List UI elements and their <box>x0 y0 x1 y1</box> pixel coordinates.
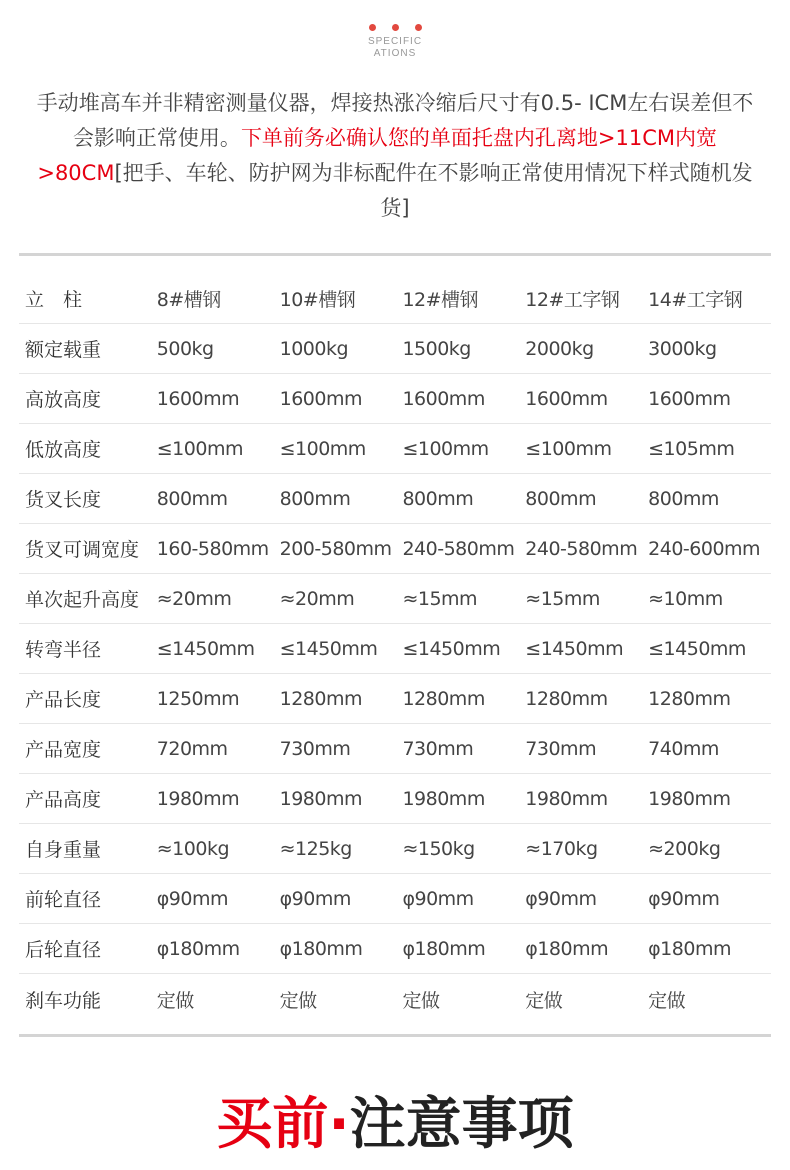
spec-row <box>19 774 771 824</box>
spec-value: 720mm <box>156 737 228 760</box>
spec-value: φ180mm <box>525 937 609 960</box>
spec-value: ≤100mm <box>156 437 243 460</box>
spec-row <box>19 624 771 674</box>
spec-value: 3000kg <box>648 337 717 360</box>
spec-row <box>19 574 771 624</box>
spec-label: 低放高度 <box>25 439 102 461</box>
section-title-dot: · <box>328 1092 350 1157</box>
spec-label: 立 柱 <box>25 289 83 311</box>
spec-value: 1600mm <box>279 387 362 410</box>
section-title-dark: 注意事项 <box>349 1092 574 1157</box>
spec-value: 1600mm <box>525 387 608 410</box>
spec-row <box>19 274 771 324</box>
spec-value: 800mm <box>402 487 474 510</box>
spec-value: ≤100mm <box>402 437 489 460</box>
spec-value: 1280mm <box>648 687 731 710</box>
spec-value: 1600mm <box>156 387 240 410</box>
spec-label: 高放高度 <box>25 389 102 411</box>
spec-label: 自身重量 <box>25 839 102 861</box>
spec-value: 1980mm <box>525 787 608 810</box>
spec-value: 12#槽钢 <box>402 289 479 311</box>
specifications-heading <box>0 36 790 60</box>
spec-value: 1980mm <box>402 787 485 810</box>
spec-value: 740mm <box>648 737 719 760</box>
spec-value: 1280mm <box>279 687 362 710</box>
spec-label: 货叉可调宽度 <box>25 539 140 561</box>
spec-value: 240-600mm <box>648 537 761 560</box>
table-bottom-rule <box>19 1034 771 1037</box>
spec-value: 240-580mm <box>402 537 515 560</box>
spec-value: 1280mm <box>402 687 485 710</box>
spec-value: 定做 <box>648 989 686 1012</box>
spec-value: 1000kg <box>279 337 349 360</box>
spec-value: 8#槽钢 <box>156 289 221 311</box>
spec-value: 1980mm <box>648 787 731 810</box>
spec-value: φ90mm <box>279 887 351 910</box>
spec-label: 转弯半径 <box>25 639 102 661</box>
spec-table <box>19 274 771 1024</box>
spec-value: φ90mm <box>525 887 597 910</box>
spec-row <box>19 524 771 574</box>
spec-row <box>19 474 771 524</box>
spec-value: ≈15mm <box>402 587 478 610</box>
spec-value: 800mm <box>156 487 228 510</box>
spec-row <box>19 974 771 1024</box>
table-top-rule <box>19 253 771 256</box>
spec-row <box>19 674 771 724</box>
spec-value: φ180mm <box>402 937 486 960</box>
spec-row <box>19 324 771 374</box>
spec-value: 10#槽钢 <box>279 289 356 311</box>
dot-icon <box>369 24 376 31</box>
spec-value: φ180mm <box>156 937 240 960</box>
spec-row <box>19 824 771 874</box>
decorative-dots <box>0 16 790 35</box>
spec-row <box>19 874 771 924</box>
dot-icon <box>415 24 422 31</box>
spec-value: 1980mm <box>156 787 240 810</box>
spec-value: ≤1450mm <box>648 637 746 660</box>
spec-value: ≤100mm <box>279 437 366 460</box>
spec-value: 1600mm <box>402 387 485 410</box>
spec-value: ≈100kg <box>156 837 230 860</box>
spec-value: 200-580mm <box>279 537 392 560</box>
spec-label: 后轮直径 <box>25 939 102 961</box>
spec-label: 前轮直径 <box>25 889 102 911</box>
spec-value: 1250mm <box>156 687 240 710</box>
spec-value: ≤1450mm <box>402 637 501 660</box>
usage-notice <box>30 86 760 226</box>
spec-value: 160-580mm <box>156 537 269 560</box>
spec-value: ≈125kg <box>279 837 352 860</box>
spec-value: ≤1450mm <box>156 637 255 660</box>
spec-value: ≈15mm <box>525 587 600 610</box>
spec-value: φ180mm <box>648 937 731 960</box>
spec-label: 刹车功能 <box>25 989 102 1012</box>
spec-row <box>19 424 771 474</box>
spec-value: φ180mm <box>279 937 363 960</box>
heading-line-2: ATIONS <box>373 48 417 59</box>
spec-row <box>19 724 771 774</box>
spec-value: ≤105mm <box>648 437 735 460</box>
spec-label: 货叉长度 <box>25 489 102 511</box>
spec-value: 定做 <box>156 989 194 1012</box>
spec-value: ≤1450mm <box>279 637 378 660</box>
spec-value: ≈20mm <box>156 587 232 610</box>
spec-value: ≈150kg <box>402 837 475 860</box>
spec-label: 产品长度 <box>25 689 102 711</box>
spec-value: ≈170kg <box>525 837 598 860</box>
spec-value: 12#工字钢 <box>525 289 620 311</box>
spec-value: 1280mm <box>525 687 608 710</box>
spec-value: 1600mm <box>648 387 731 410</box>
spec-value: φ90mm <box>156 887 228 910</box>
notice-text: 手动堆高车并非精密测量仪器，焊接热涨冷缩后尺寸有0.5- ICM左右误差但不会影响正常使用。 <box>36 91 754 150</box>
spec-value: φ90mm <box>402 887 474 910</box>
spec-value: 240-580mm <box>525 537 638 560</box>
section-title-red: 买前 <box>216 1092 329 1157</box>
spec-value: 800mm <box>525 487 597 510</box>
spec-value: 定做 <box>402 989 440 1012</box>
spec-value: 730mm <box>402 737 474 760</box>
spec-value: ≈200kg <box>648 837 721 860</box>
spec-label: 单次起升高度 <box>25 589 140 611</box>
spec-value: ≈20mm <box>279 587 355 610</box>
spec-row <box>19 374 771 424</box>
section-title <box>0 1090 790 1160</box>
heading-line-1: SPECIFIC <box>367 36 423 47</box>
spec-value: 1500kg <box>402 337 471 360</box>
spec-value: 730mm <box>279 737 351 760</box>
dot-icon <box>392 24 399 31</box>
spec-value: 500kg <box>156 337 214 360</box>
spec-value: ≤1450mm <box>525 637 624 660</box>
spec-value: 定做 <box>279 989 317 1012</box>
spec-row <box>19 924 771 974</box>
spec-value: 14#工字钢 <box>648 289 743 311</box>
spec-value: ≈10mm <box>648 587 723 610</box>
spec-value: 定做 <box>525 989 563 1012</box>
spec-label: 产品高度 <box>25 789 102 811</box>
spec-label: 额定载重 <box>25 339 102 361</box>
spec-value: 2000kg <box>525 337 594 360</box>
spec-value: 730mm <box>525 737 597 760</box>
spec-value: φ90mm <box>648 887 720 910</box>
spec-value: 800mm <box>279 487 351 510</box>
notice-warning: 下单前务必确认您的单面托盘内孔离地>11CM内宽>80CM <box>37 126 718 185</box>
notice-text-2: [把手、车轮、防护网为非标配件在不影响正常使用情况下样式随机发货] <box>114 161 753 220</box>
spec-value: 800mm <box>648 487 719 510</box>
spec-value: ≤100mm <box>525 437 612 460</box>
spec-value: 1980mm <box>279 787 362 810</box>
spec-label: 产品宽度 <box>25 739 102 761</box>
